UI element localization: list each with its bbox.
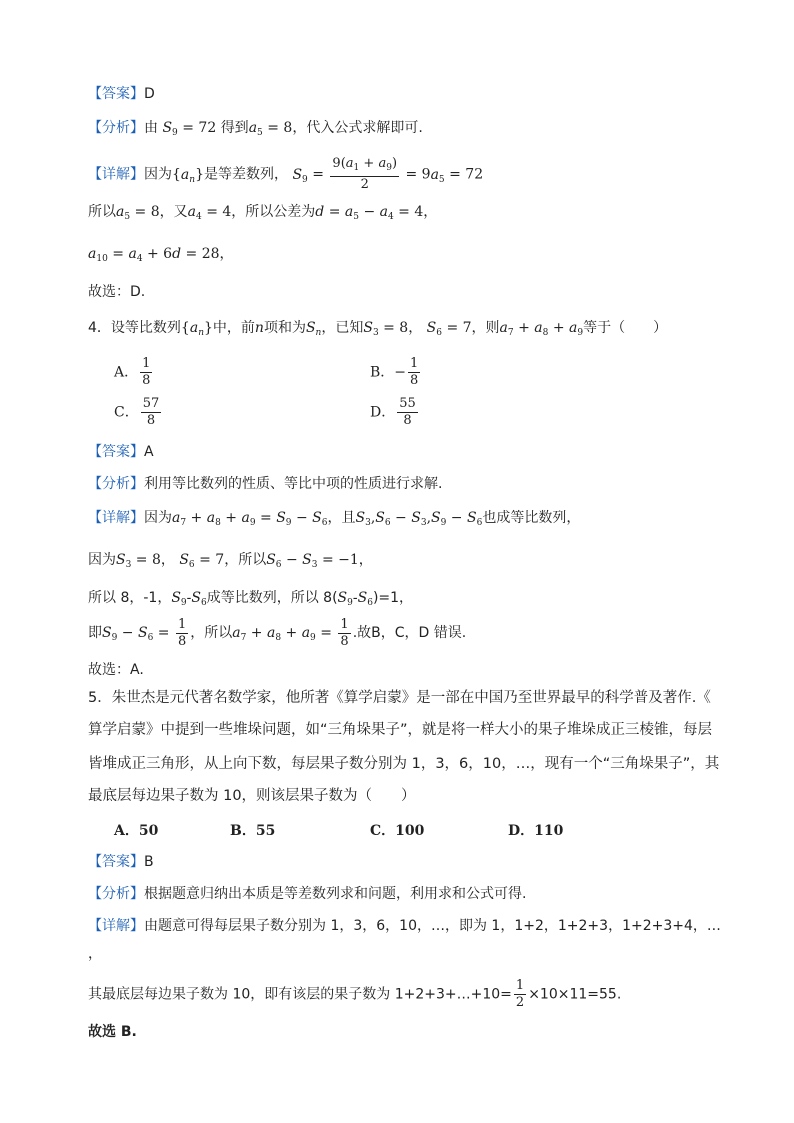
q4-analysis-line: 【分析】利用等比数列的性质、等比中项的性质进行求解. [88,476,443,492]
q5-option-b: B．55 [230,823,276,839]
q4-detail-line-2: 因为$S_3 = 8$， $S_6 = 7$，所以$S_6 - S_3 = -1$， [88,552,373,570]
q4-option-a: A． $\frac{1}{8}$ [114,356,151,388]
analysis-tag: 【分析】 [88,476,144,492]
answer-tag: 【答案】 [88,86,144,102]
q4-detail-line: 【详解】因为$a_7 + a_8 + a_9 = S_9 - S_6$，且$S_3,S_6 - S_3,S_9 - S_6$也成等比数列， [88,510,581,528]
q5-detail-line-3: 其最底层每边果子数为 10，即有该层的果子数为 1+2+3+…+10= $\frac{1}{2}$ ×10×11=55. [88,978,622,1010]
q5-detail-line: 【详解】由题意可得每层果子数分别为 1，3，6，10，…，即为 1，1+2，1+2+3，1+2+3+4，… [88,918,721,934]
detail-tag: 【详解】 [88,918,144,934]
q5-analysis-line: 【分析】根据题意归纳出本质是等差数列求和问题，利用求和公式可得. [88,886,527,902]
q4-answer-line: 【答案】A [88,444,154,460]
q5-detail-comma: ， [88,946,102,962]
detail-tag: 【详解】 [88,510,144,526]
q5-answer-line: 【答案】B [88,854,154,870]
fraction: $\frac{9(a_1 + a_9)}{2}$ [332,156,398,192]
detail-tag: 【详解】 [88,166,144,183]
analysis-tag: 【分析】 [88,886,144,902]
analysis-tag: 【分析】 [88,120,144,136]
q4-detail-line-4: 即$S_9 - S_6$ = $\frac{1}{8}$ ，所以$a_7 + a_8 + a_9$ = $\frac{1}{8}$ .故B，C，D 错误. [88,616,467,649]
q5-question-line-1: 5．朱世杰是元代著名数学家，他所著《算学启蒙》是一部在中国乃至世界最早的科学普及著作.《 [88,690,711,706]
q4-option-c: C． $\frac{57}{8}$ [114,396,160,428]
q3-detail-line-2: 所以$a_5 = 8$，又$a_4 = 4$，所以公差为$d = a_5 - a_4 = 4$， [88,204,438,222]
q5-question-line-2: 算学启蒙》中提到一些堆垛问题，如“三角垛果子”，就是将一样大小的果子堆垛成正三棱锥，每层 [88,722,713,738]
q5-option-a: A．50 [114,823,159,839]
answer-tag: 【答案】 [88,854,144,870]
q5-choose-line: 故选 B. [88,1024,137,1040]
q4-detail-line-3: 所以 8，-1，$S_9-S_6$成等比数列，所以 $8(S_9-S_6)=1$， [88,590,414,608]
q4-option-b: B．− $\frac{1}{8}$ [370,356,419,388]
q4-option-d: D． $\frac{55}{8}$ [370,396,416,428]
q5-option-c: C．100 [370,823,425,839]
q3-detail-line: 【详解】因为$\{a_n\}$是等差数列， $S_9$ = $\frac{9(a_1 + a_9)}{2}$ = $9a_5 = 72$ [88,156,484,192]
q3-choose-line: 故选：D. [88,284,146,300]
q3-answer-line: 【答案】D [88,86,155,102]
fraction: $\frac{1}{2}$ [515,978,525,1010]
q4-question: 4．设等比数列$\{a_n\}$中，前n项和为$S_n$，已知$S_3 = 8$， $S_6 = 7$，则$a_7 + a_8 + a_9$等于（ ） [88,320,668,338]
q3-analysis-line: 【分析】由 $S_9 = 72$ 得到$a_5 = 8$，代入公式求解即可. [88,120,423,138]
q5-option-d: D．110 [508,823,564,839]
q5-question-line-4: 最底层每边果子数为 10，则该层果子数为（ ） [88,788,416,804]
answer-tag: 【答案】 [88,444,144,460]
q4-choose-line: 故选：A. [88,662,144,678]
q3-detail-line-3: $a_{10} = a_4 + 6d = 28$， [88,246,234,264]
q5-question-line-3: 皆堆成正三角形，从上向下数，每层果子数分别为 1，3，6，10，…，现有一个“三角垛果子”，其 [88,756,720,772]
